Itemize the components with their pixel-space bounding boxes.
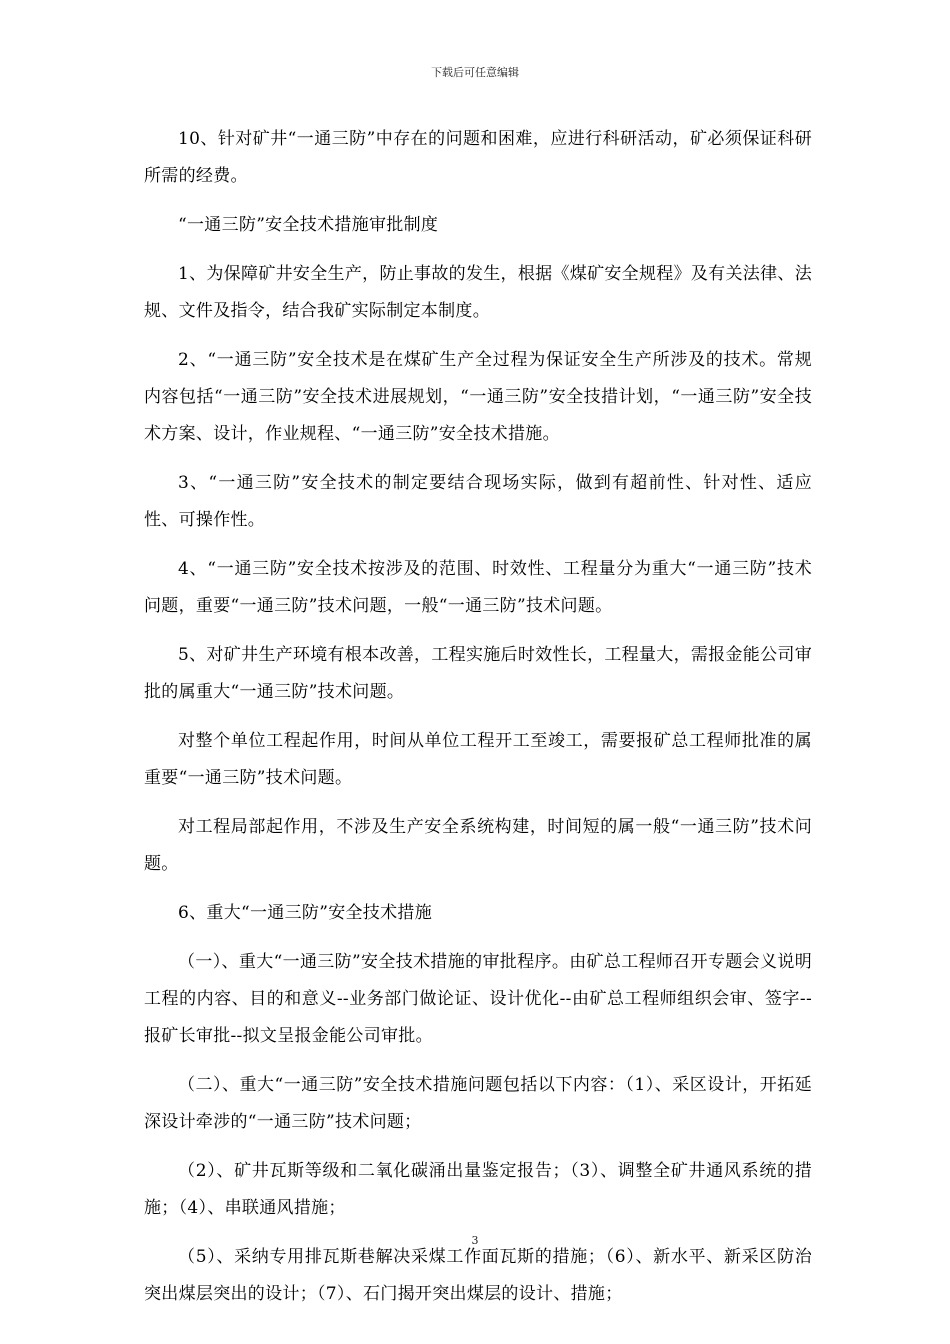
document-body <box>144 121 812 1325</box>
paragraph-clause-5: 5、对矿井生产环境有根本改善，工程实施后时效性长，工程量大，需报金能公司审批的属重大“一通三防”技术问题。 <box>144 645 812 702</box>
paragraph-clause-4: 4、“一通三防”安全技术按涉及的范围、时效性、工程量分为重大“一通三防”技术问题，重要“一通三防”技术问题，一般“一通三防”技术问题。 <box>144 559 812 616</box>
page-number: 3 <box>471 1234 479 1247</box>
paragraph-approval-procedure: （一）、重大“一通三防”安全技术措施的审批程序。由矿总工程师召开专题会义说明工程的内容、目的和意义--业务部门做论证、设计优化--由矿总工程师组织会审、签字--报矿长审批--拟文呈报金能公司审批。 <box>144 952 812 1046</box>
paragraph-items-5-7: （5）、采纳专用排瓦斯巷解决采煤工作面瓦斯的措施；（6）、新水平、新采区防治突出煤层突出的设计；（7）、石门揭开突出煤层的设计、措施； <box>144 1247 812 1304</box>
paragraph-clause-3: 3、“一通三防”安全技术的制定要结合现场实际，做到有超前性、针对性、适应性、可操作性。 <box>144 473 812 530</box>
paragraph-clause-1: 1、为保障矿井安全生产，防止事故的发生，根据《煤矿安全规程》及有关法律、法规、文件及指令，结合我矿实际制定本制度。 <box>144 264 812 321</box>
paragraph-item-10: 10、针对矿井“一通三防”中存在的问题和困难，应进行科研活动，矿必须保证科研所需的经费。 <box>144 129 812 186</box>
paragraph-general-issues: 对工程局部起作用，不涉及生产安全系统构建，时间短的属一般“一通三防”技术问题。 <box>144 817 812 874</box>
paragraph-important-issues: 对整个单位工程起作用，时间从单位工程开工至竣工，需要报矿总工程师批准的属重要“一通三防”技术问题。 <box>144 731 812 788</box>
paragraph-clause-2: 2、“一通三防”安全技术是在煤矿生产全过程为保证安全生产所涉及的技术。常规内容包括“一通三防”安全技术进展规划，“一通三防”安全技措计划，“一通三防”安全技术方案、设计，作业规程、“一通三防”安全技术措施。 <box>144 350 812 444</box>
paragraph-content-list: （二）、重大“一通三防”安全技术措施问题包括以下内容：（1）、采区设计，开拓延深设计牵涉的“一通三防”技术问题； <box>144 1075 812 1132</box>
section-heading: “一通三防”安全技术措施审批制度 <box>178 215 439 235</box>
page-header: 下载后可任意编辑 <box>431 66 519 79</box>
paragraph-items-2-4: （2）、矿井瓦斯等级和二氧化碳涌出量鉴定报告；（3）、调整全矿井通风系统的措施；（4）、串联通风措施； <box>144 1161 812 1218</box>
paragraph-clause-6: 6、重大“一通三防”安全技术措施 <box>178 903 432 923</box>
